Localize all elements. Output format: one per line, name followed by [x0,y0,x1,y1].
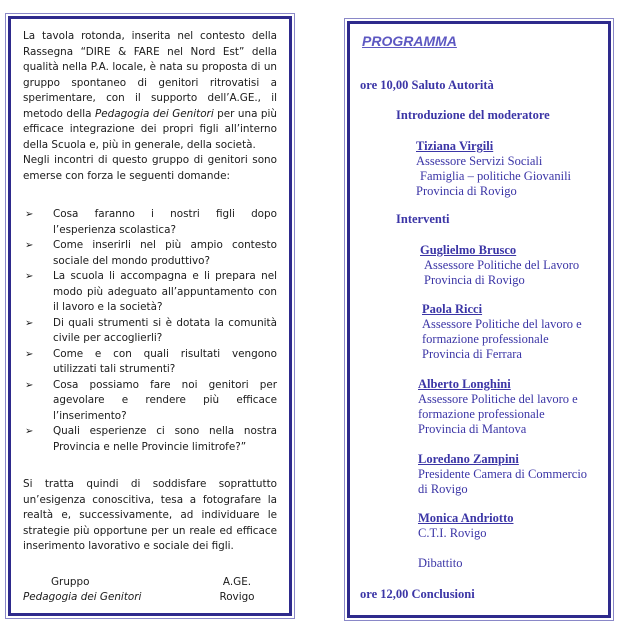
right-panel [347,21,611,618]
question-text: Come e con quali risultati vengono utilizzati tali strumenti? [53,347,277,375]
speaker-role: Assessore Politiche del lavoro e [422,317,582,331]
signature-group-label: Gruppo [51,576,90,588]
closing-paragraph: Si tratta quindi di soddisfare soprattutto un’esigenza conoscitiva, tesa a fotografare la realtà e, successivamente, ad individuare le strategie più opportune per un reale ed efficace inserimento lavorativo e sociale dei figli. [23,478,277,552]
speaker-block [418,511,513,541]
speaker-role: Provincia di Ferrara [422,347,522,361]
signature-age-city: Rovigo [219,591,255,603]
speaker-role: Provincia di Rovigo [424,273,525,287]
speaker-role: formazione professionale [418,407,545,421]
question-text: Di quali strumenti si è dotata la comunità civile per accoglierli? [53,316,277,344]
question-text: Cosa possiamo fare noi genitori per agevolare e rendere più efficace l’inserimento? [53,378,277,422]
question-text: Come inserirli nel più ampio contesto sociale del mondo produttivo? [53,239,277,267]
moderator-role: Provincia di Rovigo [416,184,517,198]
question-text: Cosa faranno i nostri figli dopo l’esperienza scolastica? [53,208,277,236]
question-list [23,207,277,455]
speaker-name: Loredano Zampini [418,452,519,466]
arrow-bullet-icon: ➢ [25,426,34,437]
moderator-intro: Introduzione del moderatore [396,108,550,122]
speaker-name: Alberto Longhini [418,377,511,391]
speaker-role: di Rovigo [418,482,468,496]
signature-group-name: Pedagogia dei Genitori [23,591,142,603]
speaker-name: Monica Andriotto [418,511,514,525]
opening-item: ore 10,00 Saluto Autorità [360,78,494,92]
speaker-block [418,377,578,437]
intro-italic: Pedagogia dei Genitori [94,107,214,120]
interventi-heading: Interventi [396,212,450,226]
speaker-name: Guglielmo Brusco [420,243,517,257]
arrow-bullet-icon: ➢ [25,379,34,391]
speaker-block [418,452,587,497]
speaker-role: Assessore Politiche del Lavoro [424,258,580,272]
arrow-bullet-icon: ➢ [25,271,34,282]
speaker-block [422,302,582,362]
speaker-role: Presidente Camera di Commercio [418,467,588,481]
arrow-bullet-icon: ➢ [25,317,34,329]
moderator-role: Assessore Servizi Sociali [416,154,543,168]
intro-text-end: per una più efficace integrazione dei propri figli all’interno della Scuola e, più in generale, della società. [23,107,277,151]
signature-age [207,575,267,605]
speaker-role: Assessore Politiche del lavoro e [418,392,578,406]
question-item [23,424,277,455]
question-item [23,347,277,378]
moderator-role: Famiglia – politiche Giovanili [420,169,572,183]
conclusion-item: ore 12,00 Conclusioni [360,587,475,601]
question-item [23,378,277,425]
question-item [23,238,277,269]
arrow-bullet-icon: ➢ [25,240,34,251]
speaker-name: Paola Ricci [422,302,483,316]
dibattito-item: Dibattito [418,556,463,570]
moderator-name: Tiziana Virgili [416,139,494,153]
speaker-role: formazione professionale [422,332,549,346]
question-text: Quali esperienze ci sono nella nostra Provincia e nelle Provincie limitrofe?” [53,425,277,453]
speaker-role: C.T.I. Rovigo [418,526,487,540]
question-item [23,316,277,347]
arrow-bullet-icon: ➢ [25,348,34,360]
speaker-block [420,243,579,288]
speaker-role: Provincia di Mantova [418,422,527,436]
moderator-block [416,139,571,199]
question-item [23,207,277,238]
intro-paragraph [23,29,277,184]
question-text: La scuola li accompagna e li prepara nel modo più adeguato all’appuntamento con il lavoro e la società? [53,270,277,313]
intro-text-start: La tavola rotonda, inserita nel contesto della Rassegna “DIRE & FARE nel Nord Est” della qualità nella P.A. locale, è nata su proposta di un gruppo spontaneo di genitori ritrovatisi a sperimentare, con il supporto dell’A.GE., il metodo della [23,30,277,120]
left-panel [8,16,292,616]
question-item [23,269,277,316]
intro-text-2: Negli incontri di questo gruppo di genitori sono emerse con forza le seguenti domande: [23,154,277,182]
program-title: PROGRAMMA [362,33,457,49]
arrow-bullet-icon: ➢ [25,209,34,220]
signature-age-label: A.GE. [222,576,252,588]
signature-group [23,575,163,605]
